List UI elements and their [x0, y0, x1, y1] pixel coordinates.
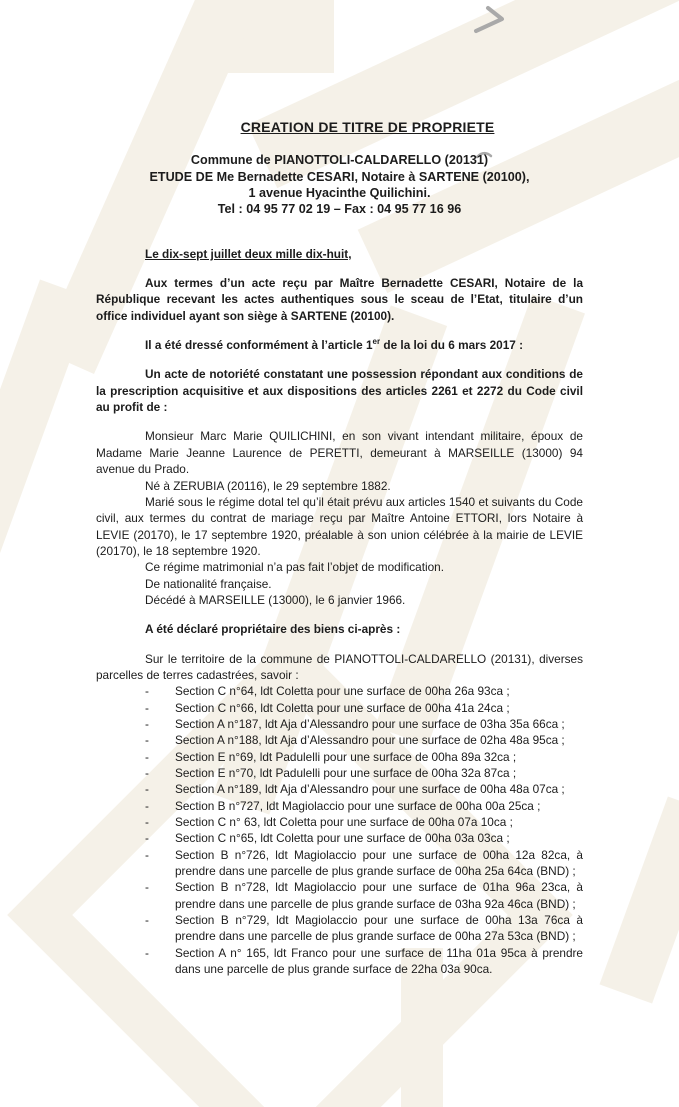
- list-dash: -: [145, 733, 149, 748]
- paragraph-territoire: Sur le territoire de la commune de PIANOTTOLI-CALDARELLO (20131), diverses parcelles de terres cadastrées, savoir :: [96, 651, 583, 682]
- parcel-item-c64: [96, 683, 583, 699]
- parcel-item-a189: [96, 781, 583, 797]
- parcel-item-text: Section B n°727, ldt Magiolaccio pour une surface de 00ha 00a 25ca ;: [175, 798, 541, 813]
- parcel-item-text: Section A n°187, ldt Aja d’Alessandro pour une surface de 03ha 35a 66ca ;: [175, 716, 565, 731]
- article-superscript: er: [372, 337, 381, 347]
- document-title: CREATION DE TITRE DE PROPRIETE: [240, 119, 495, 135]
- parcel-item-c63: [96, 814, 583, 830]
- parcel-item-text: Section E n°70, ldt Padulelli pour une surface de 00ha 32a 87ca ;: [175, 766, 517, 780]
- parcel-item-text: Section C n°64, ldt Coletta pour une surface de 00ha 26a 93ca ;: [175, 684, 510, 699]
- list-dash: -: [145, 700, 149, 715]
- parcel-item-a165: [96, 945, 583, 978]
- line-deces: Décédé à MARSEILLE (13000), le 6 janvier 1966.: [145, 592, 406, 607]
- list-dash: -: [145, 880, 149, 895]
- article-text-before: Il a été dressé conformément à l’article 1: [145, 338, 373, 353]
- parcel-item-text: Section B n°726, ldt Magiolaccio pour une surface de 00ha 12a 82ca, à prendre dans une parcelle de plus grande surface de 00ha 25a 64ca (BND) ;: [175, 847, 583, 879]
- parcel-item-e70: [96, 765, 583, 781]
- parcel-item-e69: [96, 749, 583, 765]
- parcel-item-text: Section A n°188, ldt Aja d’Alessandro pour une surface de 02ha 48a 95ca ;: [175, 733, 565, 748]
- act-date-text: Le dix-sept juillet deux mille dix-huit,: [145, 246, 352, 261]
- header-etude-line: ETUDE DE Me Bernadette CESARI, Notaire à SARTENE (20100),: [149, 169, 530, 184]
- parcel-item-b726: [96, 847, 583, 880]
- list-dash: -: [145, 815, 149, 830]
- parcel-item-c65: [96, 830, 583, 846]
- list-dash: -: [145, 684, 149, 699]
- parcel-item-text: Section C n°65, ldt Coletta pour une surface de 00ha 03a 03ca ;: [175, 831, 510, 846]
- parcel-item-b727: [96, 798, 583, 814]
- parcel-item-a188: [96, 732, 583, 748]
- line-nationalite: De nationalité française.: [145, 576, 272, 591]
- header-address-line: 1 avenue Hyacinthe Quilichini.: [248, 186, 431, 201]
- list-dash: -: [145, 716, 149, 731]
- parcel-item-b728: [96, 879, 583, 912]
- parcel-item-text: Section A n°189, ldt Aja d’Alessandro pour une surface de 00ha 48a 07ca ;: [175, 782, 565, 797]
- parcel-item-c66: [96, 700, 583, 716]
- act-date-line: [96, 246, 583, 262]
- parcel-item-text: Section E n°69, ldt Padulelli pour une surface de 00ha 89a 32ca ;: [175, 749, 517, 764]
- list-dash: -: [145, 782, 149, 797]
- parcel-item-text: Section C n°66, ldt Coletta pour une surface de 00ha 41a 24ca ;: [175, 700, 510, 715]
- paragraph-article: [96, 337, 583, 353]
- line-naissance: Né à ZERUBIA (20116), le 29 septembre 1882.: [145, 478, 391, 493]
- list-dash: -: [145, 847, 149, 862]
- article-text-after: de la loi du 6 mars 2017 :: [380, 338, 524, 353]
- list-dash: -: [145, 945, 149, 960]
- paragraph-notoriete: Un acte de notoriété constatant une possession répondant aux conditions de la prescription acquisitive et aux dispositions des articles 2261 et 2272 du Code civil au profit de :: [96, 367, 583, 415]
- parcel-item-text: Section A n° 165, ldt Franco pour une surface de 11ha 01a 95ca à prendre dans une parcelle de plus grande surface de 22ha 03a 90ca.: [175, 945, 583, 977]
- list-dash: -: [145, 913, 149, 928]
- header-commune-line: Commune de PIANOTTOLI-CALDARELLO (20131): [190, 153, 489, 168]
- line-regime-matrimonial: Ce régime matrimonial n’a pas fait l’objet de modification.: [145, 560, 444, 575]
- parcel-item-b729: [96, 912, 583, 945]
- header-tel-fax-line: Tel : 04 95 77 02 19 – Fax : 04 95 77 16 96: [217, 202, 462, 217]
- parcel-item-text: Section B n°729, ldt Magiolaccio pour une surface de 00ha 13a 76ca à prendre dans une parcelle de plus grande surface de 00ha 27a 53ca (BND) ;: [175, 913, 583, 944]
- parcel-item-a187: [96, 716, 583, 732]
- list-dash: -: [145, 766, 149, 780]
- notary-header-block: [96, 152, 583, 217]
- paragraph-declaration: A été déclaré propriétaire des biens ci-après :: [145, 622, 401, 637]
- parcel-item-text: Section B n°728, ldt Magiolaccio pour une surface de 01ha 96a 23ca, à prendre dans une parcelle de plus grande surface de 03ha 92a 46ca (BND) ;: [175, 880, 583, 911]
- parcel-list: [96, 683, 583, 977]
- list-dash: -: [145, 798, 149, 813]
- paragraph-monsieur: Monsieur Marc Marie QUILICHINI, en son vivant intendant militaire, époux de Madame Marie Jeanne Laurence de PERETTI, demeurant à MARSEILLE (13000) 94 avenue du Prado.: [96, 429, 583, 477]
- paragraph-acte: Aux termes d’un acte reçu par Maître Bernadette CESARI, Notaire de la République recevant les actes authentiques sous le sceau de l’Etat, titulaire d’un office individuel ayant son siège à SARTENE (20100).: [96, 276, 583, 323]
- parcel-item-text: Section C n° 63, ldt Coletta pour une surface de 00ha 07a 10ca ;: [175, 815, 513, 830]
- list-dash: -: [145, 831, 149, 846]
- list-dash: -: [145, 749, 149, 764]
- paragraph-mariage: Marié sous le régime dotal tel qu’il était prévu aux articles 1540 et suivants du Code civil, aux termes du contrat de mariage reçu par Maître Antoine ETTORI, lors Notaire à LEVIE (20170), le 17 septembre 1920, préalable à son union célébrée à la mairie de LEVIE (20170), le 18 septembre 1920.: [96, 494, 583, 558]
